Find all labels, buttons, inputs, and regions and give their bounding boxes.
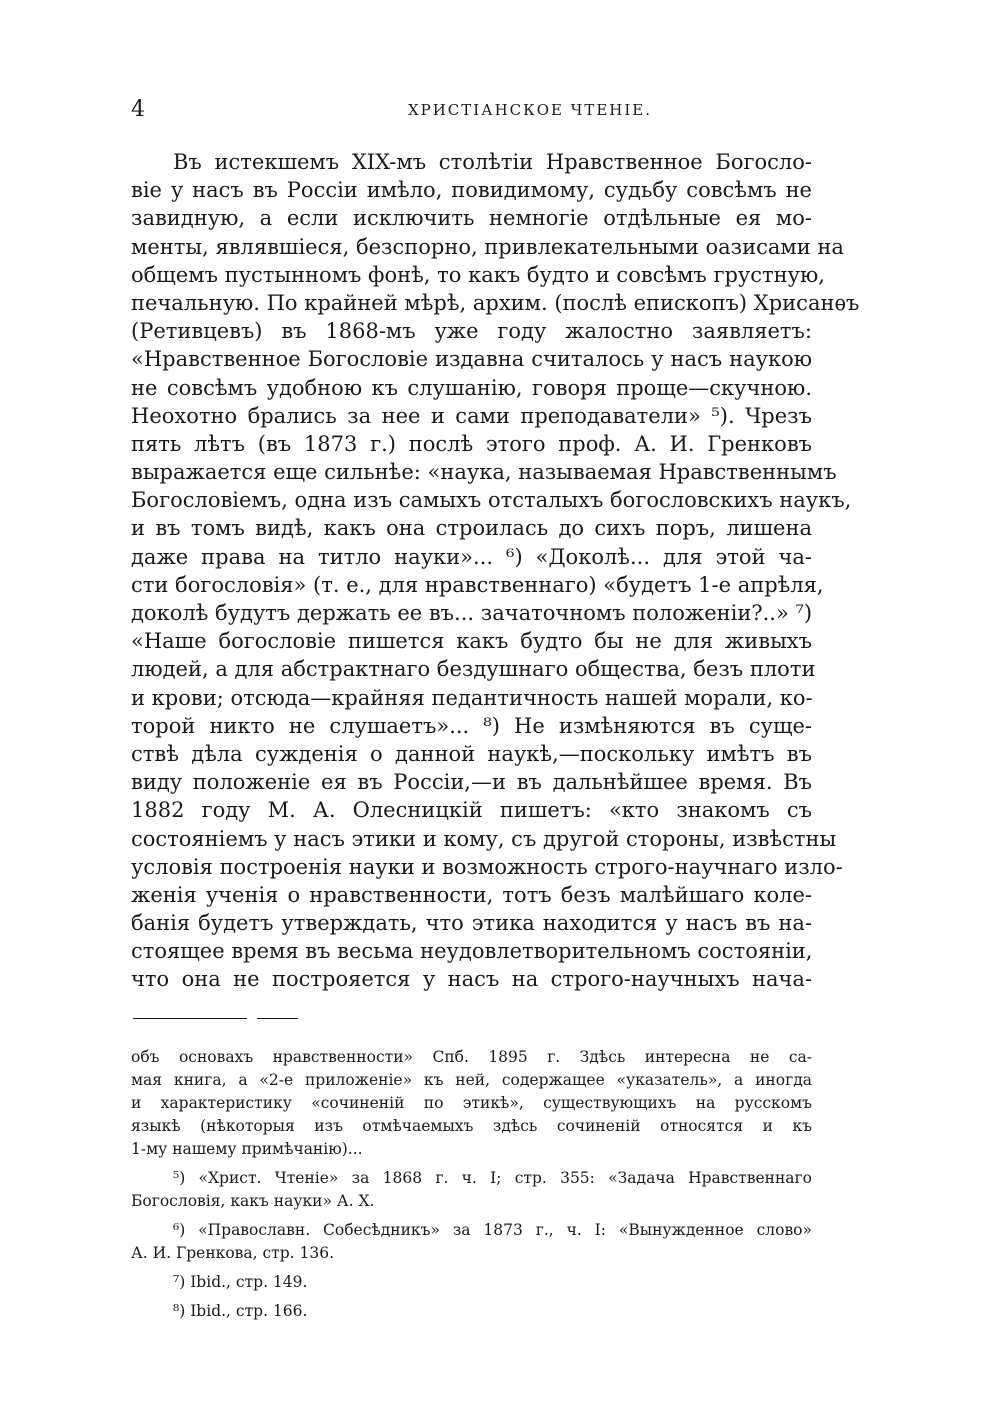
page-number: 4 [131, 97, 145, 122]
footnote-7: ⁷) Ibid., стр. 149. [173, 1273, 308, 1291]
body-line: менты, являвшіеся, безспорно, привлекательными оазисами на [131, 234, 844, 259]
body-line: Въ истекшемъ XIX-мъ столѣтіи Нравственное Богосло- [173, 150, 812, 174]
body-line: завидную, а если исключить немногіе отдѣльные ея мо- [131, 206, 812, 231]
footnote-line: и характеристику «сочиненій по этикѣ», существующихъ на русскомъ [131, 1094, 812, 1112]
body-line: виду положеніе ея въ Россіи,—и въ дальнѣйшее время. Въ [131, 770, 812, 795]
body-line: состояніемъ у насъ этики и кому, съ другой стороны, извѣстны [131, 826, 837, 851]
body-line: даже права на титло науки»... ⁶) «Доколѣ... для этой ча- [131, 544, 812, 569]
footnote-6-line: А. И. Гренкова, стр. 136. [131, 1244, 335, 1262]
body-line: что она не построяется у насъ на строго-научныхъ нача- [131, 967, 812, 992]
body-line: выражается еще сильнѣе: «наука, называемая Нравственнымъ [131, 460, 837, 485]
body-line: и въ томъ видѣ, какъ она строилась до сихъ поръ, лишена [131, 516, 812, 541]
body-line: стоящее время въ весьма неудовлетворительномъ состояніи, [131, 939, 813, 964]
body-line: пять лѣтъ (въ 1873 г.) послѣ этого проф. А. И. Гренковъ [131, 431, 812, 456]
body-line: Богословіемъ, одна изъ самыхъ отсталыхъ богословскихъ наукъ, [131, 488, 852, 513]
body-line: и крови; отсюда—крайняя педантичность нашей морали, ко- [131, 685, 813, 710]
footnote-5-line: ⁵) «Христ. Чтеніе» за 1868 г. ч. I; стр. 355: «Задача Нравственнаго [173, 1169, 812, 1187]
body-line: віе у насъ въ Россіи имѣло, повидимому, судьбу совсѣмъ не [131, 178, 812, 203]
footnote-8: ⁸) Ibid., стр. 166. [173, 1302, 308, 1320]
body-line: сти богословія» (т. е., для нравственнаго) «будетъ 1-е апрѣля, [131, 572, 824, 597]
footnote-6-line: ⁶) «Православн. Собесѣдникъ» за 1873 г., ч. I: «Вынужденное слово» [173, 1221, 812, 1239]
body-line: общемъ пустынномъ фонѣ, то какъ будто и совсѣмъ грустную, [131, 262, 825, 287]
body-line: ствѣ дѣла сужденія о данной наукѣ,—поскольку имѣтъ въ [131, 741, 812, 766]
body-line: печальную. По крайней мѣрѣ, архим. (послѣ епископъ) Хрисанѳъ [131, 290, 860, 315]
main-text [131, 148, 860, 994]
body-line: людей, а для абстрактнаго бездушнаго общества, безъ плоти [131, 657, 816, 682]
footnotes [131, 1046, 812, 1323]
body-line: «Наше богословіе пишется какъ будто бы не для живыхъ [131, 629, 812, 654]
body-line: банія будетъ утверждать, что этика находится у насъ въ на- [131, 911, 812, 936]
body-line: (Ретивцевъ) въ 1868-мъ уже году жалостно заявляетъ: [131, 319, 812, 344]
footnote-5-line: Богословія, какъ науки» А. Х. [131, 1192, 375, 1210]
body-line: «Нравственное Богословіе издавна считалось у насъ наукою [131, 347, 812, 372]
body-line: условія построенія науки и возможность строго-научнаго изло- [131, 854, 843, 879]
body-line: торой никто не слушаетъ»... ⁸) Не измѣняются въ суще- [131, 713, 812, 738]
body-line: Неохотно брались за нее и сами преподаватели» ⁵). Чрезъ [131, 403, 812, 428]
footnote-line: мая книга, а «2-е приложеніе» къ ней, содержащее «указатель», а иногда [131, 1071, 812, 1089]
body-line: 1882 году М. А. Олесницкій пишетъ: «кто знакомъ съ [131, 798, 812, 823]
running-title: ХРИСТІАНСКОЕ ЧТЕНІЕ. [407, 101, 653, 119]
body-line: женія ученія о нравственности, тотъ безъ малѣйшаго коле- [131, 882, 812, 907]
body-line: не совсѣмъ удобною къ слушанію, говоря проще—скучною. [131, 375, 812, 400]
footnote-line: 1-му нашему примѣчанію)... [131, 1140, 363, 1158]
footnote-line: объ основахъ нравственности» Спб. 1895 г. Здѣсь интересна не са- [131, 1048, 812, 1066]
footnote-line: языкѣ (нѣкоторыя изъ отмѣчаемыхъ здѣсь сочиненій относятся и къ [131, 1117, 812, 1135]
body-line: доколѣ будутъ держать ее въ... зачаточномъ положеніи?..» ⁷) [131, 601, 813, 625]
